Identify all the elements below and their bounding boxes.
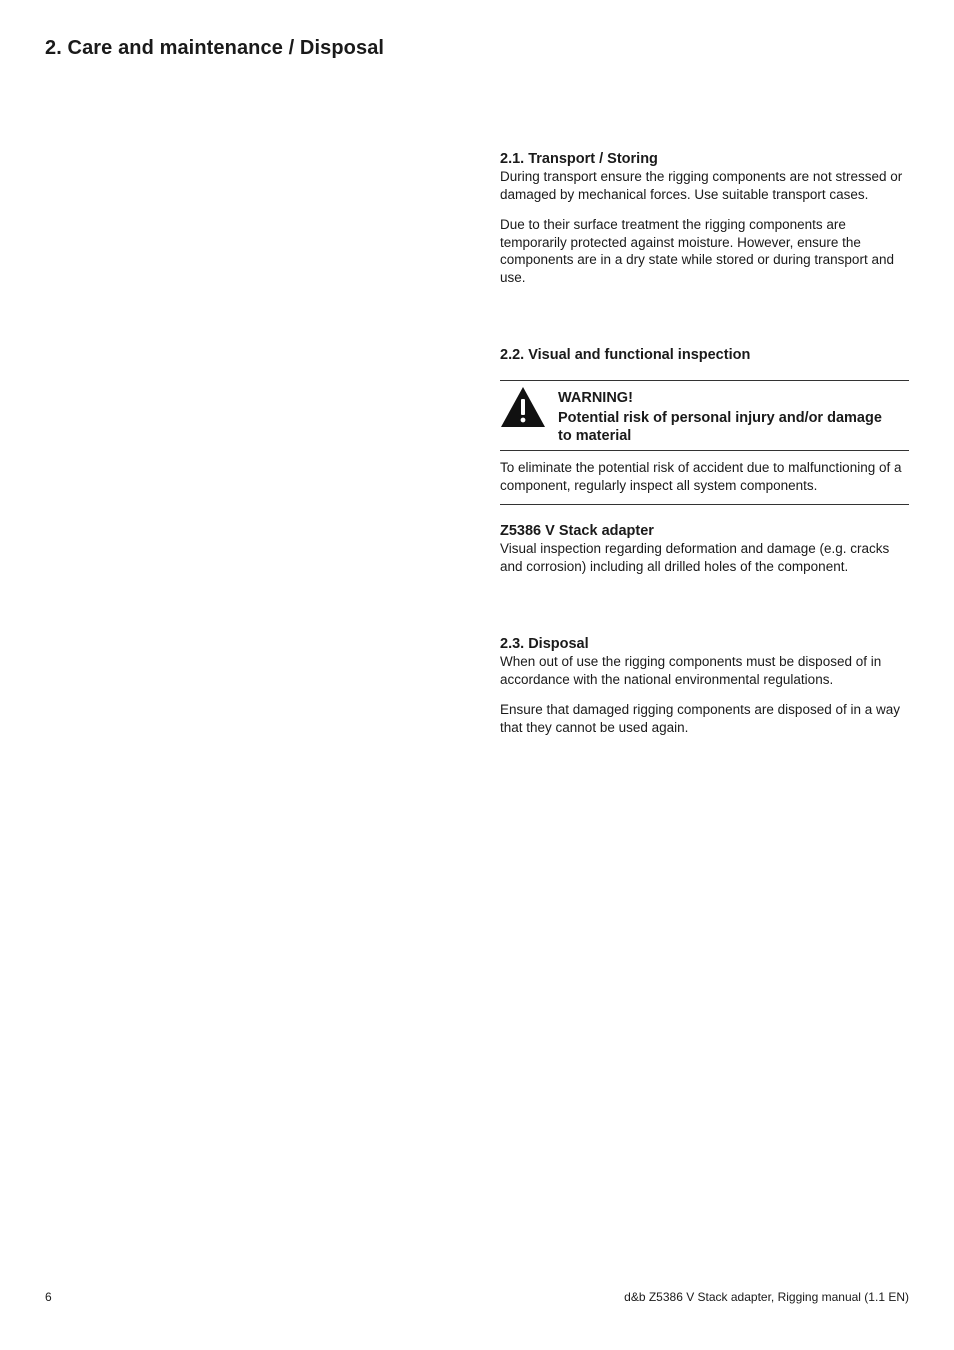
section-heading-transport: 2.1. Transport / Storing — [500, 151, 658, 167]
section-disposal — [500, 635, 909, 736]
transport-paragraph-2: Due to their surface treatment the rigging components are temporarily protected against moisture. However, ensure the components are in a dry state while stored or during transport and use. — [500, 217, 894, 285]
disposal-paragraph-1: When out of use the rigging components must be disposed of in accordance with the national environmental regulations. — [500, 654, 882, 687]
warning-subtitle: Potential risk of personal injury and/or damage to material — [558, 410, 882, 444]
warning-body — [500, 451, 909, 505]
section-stack-adapter — [500, 522, 909, 575]
section-heading-inspection: 2.2. Visual and functional inspection — [500, 347, 751, 363]
transport-paragraph-1: During transport ensure the rigging components are not stressed or damaged by mechanical forces. Use suitable transport cases. — [500, 169, 903, 202]
warning-triangle-icon — [500, 386, 546, 428]
section-heading-disposal: 2.3. Disposal — [500, 636, 589, 652]
stack-adapter-paragraph: Visual inspection regarding deformation and damage (e.g. cracks and corrosion) including all drilled holes of the component. — [500, 541, 890, 574]
page-title: 2. Care and maintenance / Disposal — [45, 37, 385, 59]
warning-title: WARNING! — [558, 390, 633, 406]
section-transport — [500, 150, 909, 286]
footer-page-number: 6 — [45, 1290, 52, 1304]
warning-box — [500, 380, 909, 505]
disposal-paragraph-2: Ensure that damaged rigging components are disposed of in a way that they cannot be used again. — [500, 702, 900, 735]
subheading-stack-adapter: Z5386 V Stack adapter — [500, 523, 654, 539]
warning-header — [500, 381, 909, 451]
footer-document-title: d&b Z5386 V Stack adapter, Rigging manual (1.1 EN) — [624, 1290, 909, 1304]
warning-body-text: To eliminate the potential risk of accident due to malfunctioning of a component, regularly inspect all system components. — [500, 460, 902, 493]
section-inspection — [500, 346, 909, 364]
